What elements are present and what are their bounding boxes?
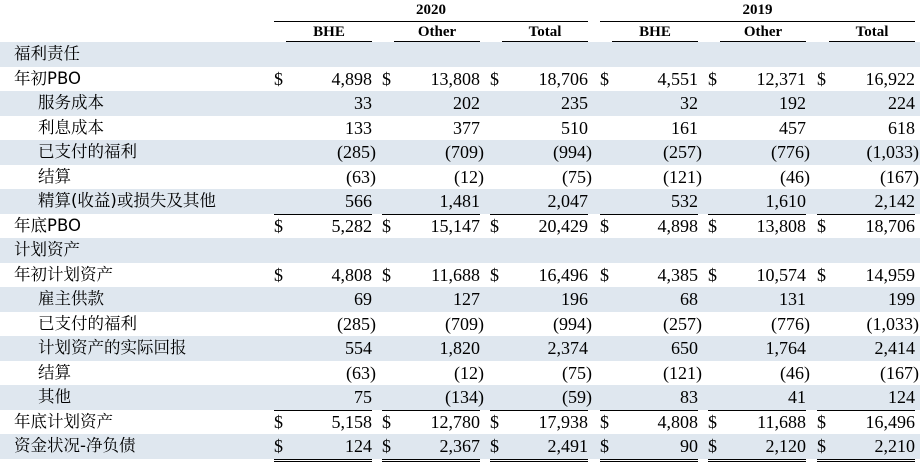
- row-label: 福利责任: [14, 44, 80, 63]
- value-cell: [708, 336, 806, 361]
- value-cell: [817, 361, 919, 386]
- value-cell: [274, 67, 372, 92]
- cell-value: (63): [346, 362, 376, 383]
- value-cell: [274, 312, 376, 337]
- column-header: Total: [502, 23, 588, 42]
- value-cell: [708, 361, 810, 386]
- currency-symbol: $: [600, 436, 609, 456]
- cell-value: 1,481: [439, 191, 480, 211]
- cell-value: (1,033): [866, 313, 919, 334]
- row-label: 年初计划资产: [14, 264, 113, 284]
- row-label: 结算: [38, 166, 71, 186]
- cell-value: 2,374: [547, 338, 588, 358]
- row-label: 利息成本: [38, 117, 104, 137]
- currency-symbol: $: [382, 436, 391, 456]
- value-cell: [274, 361, 376, 386]
- value-cell: [600, 214, 698, 242]
- cell-value: 2,142: [874, 191, 915, 211]
- cell-value: 5,282: [331, 215, 372, 236]
- cell-value: 4,898: [331, 68, 372, 89]
- currency-symbol: $: [382, 68, 391, 89]
- cell-value: 235: [561, 93, 588, 113]
- cell-value: 133: [345, 117, 372, 138]
- cell-value: 18,706: [538, 68, 588, 89]
- value-cell: [274, 91, 372, 116]
- value-cell: [708, 263, 806, 288]
- cell-value: 69: [354, 289, 372, 309]
- cell-value: (75): [562, 362, 592, 383]
- table-row: [0, 214, 920, 239]
- currency-symbol: $: [274, 68, 283, 89]
- row-label: 结算: [38, 362, 71, 382]
- cell-value: 12,780: [430, 411, 480, 432]
- row-label: 年初PBO: [14, 68, 81, 88]
- cell-value: 1,820: [439, 338, 480, 358]
- value-cell: [817, 385, 915, 411]
- currency-symbol: $: [274, 436, 283, 456]
- value-cell: [600, 140, 702, 165]
- cell-value: (59): [562, 387, 592, 407]
- cell-value: 15,147: [430, 215, 480, 236]
- cell-value: 196: [561, 289, 588, 309]
- value-cell: [274, 116, 372, 141]
- value-cell: [708, 189, 806, 215]
- value-cell: [600, 410, 698, 438]
- currency-symbol: $: [600, 215, 609, 236]
- cell-value: (776): [771, 142, 810, 162]
- cell-value: (285): [337, 313, 376, 334]
- cell-value: (994): [553, 142, 592, 162]
- currency-symbol: $: [817, 411, 826, 432]
- cell-value: 457: [779, 117, 806, 138]
- value-cell: [490, 312, 592, 337]
- currency-symbol: $: [490, 68, 499, 89]
- value-cell: [817, 165, 919, 190]
- cell-value: 11,688: [431, 264, 480, 285]
- value-cell: [600, 312, 702, 337]
- row-label: 已支付的福利: [38, 313, 137, 333]
- cell-value: 5,158: [331, 411, 372, 432]
- table-row: [0, 385, 920, 410]
- value-cell: [490, 189, 588, 215]
- value-cell: [382, 336, 480, 361]
- year-underline: [600, 21, 915, 22]
- value-cell: [817, 263, 915, 288]
- cell-value: 68: [680, 289, 698, 309]
- cell-value: 192: [779, 93, 806, 113]
- value-cell: [817, 67, 915, 92]
- cell-value: 2,047: [547, 191, 588, 211]
- currency-symbol: $: [708, 68, 717, 89]
- cell-value: (257): [663, 142, 702, 162]
- cell-value: 224: [888, 93, 915, 113]
- cell-value: 14,959: [865, 264, 915, 285]
- value-cell: [490, 116, 588, 141]
- cell-value: 16,922: [865, 68, 915, 89]
- currency-symbol: $: [708, 215, 717, 236]
- value-cell: [274, 434, 372, 462]
- value-cell: [708, 165, 810, 190]
- row-label: 计划资产的实际回报: [38, 338, 187, 357]
- value-cell: [490, 410, 588, 438]
- row-label: 年底计划资产: [14, 411, 113, 431]
- cell-value: 16,496: [538, 264, 588, 285]
- cell-value: 554: [345, 338, 372, 358]
- currency-symbol: $: [600, 411, 609, 432]
- cell-value: 2,414: [874, 338, 915, 358]
- cell-value: 161: [671, 117, 698, 138]
- cell-value: (285): [337, 142, 376, 162]
- value-cell: [708, 116, 806, 141]
- value-cell: [600, 189, 698, 215]
- year-header: 2019: [742, 2, 773, 18]
- currency-symbol: $: [382, 215, 391, 236]
- value-cell: [708, 434, 806, 462]
- value-cell: [708, 140, 810, 165]
- value-cell: [274, 140, 376, 165]
- cell-value: 127: [453, 289, 480, 309]
- value-cell: [817, 410, 915, 438]
- cell-value: 33: [354, 93, 372, 113]
- value-cell: [490, 287, 588, 312]
- value-cell: [600, 336, 698, 361]
- value-cell: [382, 361, 484, 386]
- cell-value: 199: [888, 289, 915, 309]
- value-cell: [274, 385, 372, 411]
- cell-value: (75): [562, 166, 592, 187]
- table-row: [0, 140, 920, 165]
- value-cell: [274, 263, 372, 288]
- cell-value: 532: [671, 191, 698, 211]
- cell-value: 16,496: [865, 411, 915, 432]
- row-label: 已支付的福利: [38, 142, 137, 161]
- value-cell: [600, 361, 702, 386]
- currency-symbol: $: [708, 264, 717, 285]
- cell-value: (121): [663, 166, 702, 187]
- cell-value: 566: [345, 191, 372, 211]
- cell-value: 12,371: [756, 68, 806, 89]
- cell-value: 2,491: [547, 436, 588, 456]
- cell-value: (46): [780, 362, 810, 383]
- cell-value: 377: [453, 117, 480, 138]
- cell-value: (46): [780, 166, 810, 187]
- table-row: [0, 361, 920, 386]
- value-cell: [382, 214, 480, 242]
- cell-value: 2,210: [874, 436, 915, 456]
- table-row: [0, 42, 920, 67]
- value-cell: [274, 336, 372, 361]
- table-row: [0, 67, 920, 92]
- value-cell: [382, 189, 480, 215]
- column-header: Total: [829, 23, 915, 42]
- value-cell: [708, 312, 810, 337]
- cell-value: 2,120: [765, 436, 806, 456]
- value-cell: [817, 434, 915, 462]
- cell-value: (1,033): [866, 142, 919, 162]
- currency-symbol: $: [817, 68, 826, 89]
- value-cell: [382, 434, 480, 462]
- value-cell: [708, 287, 806, 312]
- value-cell: [490, 263, 588, 288]
- cell-value: 41: [788, 387, 806, 407]
- value-cell: [274, 165, 376, 190]
- cell-value: 1,610: [765, 191, 806, 211]
- table-row: [0, 263, 920, 288]
- cell-value: 124: [888, 387, 915, 407]
- row-label: 精算(收益)或损失及其他: [38, 191, 216, 210]
- currency-symbol: $: [274, 264, 283, 285]
- cell-value: 13,808: [430, 68, 480, 89]
- table-row: [0, 434, 920, 459]
- value-cell: [600, 385, 698, 411]
- currency-symbol: $: [600, 68, 609, 89]
- value-cell: [817, 91, 915, 116]
- cell-value: 4,551: [657, 68, 698, 89]
- currency-symbol: $: [708, 436, 717, 456]
- cell-value: (709): [445, 142, 484, 162]
- cell-value: (776): [771, 313, 810, 334]
- table-row: [0, 238, 920, 263]
- value-cell: [817, 312, 919, 337]
- cell-value: 131: [779, 289, 806, 309]
- value-cell: [490, 165, 592, 190]
- cell-value: 75: [354, 387, 372, 407]
- cell-value: 202: [453, 93, 480, 113]
- value-cell: [382, 312, 484, 337]
- cell-value: 32: [680, 93, 698, 113]
- currency-symbol: $: [274, 215, 283, 236]
- table-row: [0, 410, 920, 435]
- value-cell: [490, 140, 592, 165]
- row-label: 年底PBO: [14, 215, 81, 235]
- value-cell: [382, 116, 480, 141]
- cell-value: 13,808: [756, 215, 806, 236]
- year-header: 2020: [416, 2, 446, 18]
- value-cell: [817, 336, 915, 361]
- currency-symbol: $: [708, 411, 717, 432]
- value-cell: [490, 434, 588, 462]
- currency-symbol: $: [490, 436, 499, 456]
- cell-value: 618: [888, 117, 915, 138]
- cell-value: (121): [663, 362, 702, 383]
- column-header: Other: [394, 23, 480, 42]
- value-cell: [817, 116, 915, 141]
- row-label: 计划资产: [14, 240, 80, 259]
- cell-value: 83: [680, 387, 698, 407]
- cell-value: 4,808: [657, 411, 698, 432]
- cell-value: 650: [671, 338, 698, 358]
- cell-value: 4,898: [657, 215, 698, 236]
- currency-symbol: $: [382, 411, 391, 432]
- cell-value: (134): [445, 387, 484, 407]
- column-header: Other: [720, 23, 806, 42]
- currency-symbol: $: [490, 215, 499, 236]
- cell-value: 124: [345, 436, 372, 456]
- currency-symbol: $: [817, 436, 826, 456]
- table-row: [0, 312, 920, 337]
- cell-value: (12): [454, 362, 484, 383]
- row-label: 雇主供款: [38, 289, 104, 308]
- currency-symbol: $: [490, 411, 499, 432]
- column-header: BHE: [286, 23, 372, 42]
- value-cell: [490, 67, 588, 92]
- row-label: 服务成本: [38, 93, 104, 112]
- value-cell: [382, 410, 480, 438]
- value-cell: [382, 67, 480, 92]
- cell-value: 10,574: [756, 264, 806, 285]
- table-row: [0, 287, 920, 312]
- cell-value: (167): [880, 362, 919, 383]
- cell-value: (257): [663, 313, 702, 334]
- value-cell: [600, 263, 698, 288]
- currency-symbol: $: [382, 264, 391, 285]
- cell-value: (12): [454, 166, 484, 187]
- column-header: BHE: [612, 23, 698, 42]
- currency-symbol: $: [490, 264, 499, 285]
- value-cell: [600, 67, 698, 92]
- table-row: [0, 91, 920, 116]
- cell-value: (994): [553, 313, 592, 334]
- table-row: [0, 189, 920, 214]
- table-row: [0, 116, 920, 141]
- value-cell: [382, 385, 484, 411]
- value-cell: [600, 116, 698, 141]
- value-cell: [708, 385, 806, 411]
- value-cell: [817, 287, 915, 312]
- value-cell: [490, 214, 588, 242]
- value-cell: [600, 91, 698, 116]
- cell-value: (167): [880, 166, 919, 187]
- cell-value: 4,808: [331, 264, 372, 285]
- value-cell: [274, 410, 372, 438]
- year-underline: [274, 21, 588, 22]
- cell-value: 4,385: [657, 264, 698, 285]
- value-cell: [708, 214, 806, 242]
- value-cell: [274, 189, 372, 215]
- row-label: 资金状况-净负债: [14, 436, 136, 455]
- value-cell: [600, 434, 698, 462]
- value-cell: [382, 263, 480, 288]
- table-row: [0, 336, 920, 361]
- value-cell: [490, 91, 588, 116]
- value-cell: [817, 189, 915, 215]
- value-cell: [600, 287, 698, 312]
- cell-value: (63): [346, 166, 376, 187]
- value-cell: [600, 165, 702, 190]
- value-cell: [490, 385, 592, 411]
- value-cell: [382, 140, 484, 165]
- cell-value: 1,764: [765, 338, 806, 358]
- table-row: [0, 165, 920, 190]
- value-cell: [274, 214, 372, 242]
- cell-value: 20,429: [538, 215, 588, 236]
- value-cell: [708, 91, 806, 116]
- cell-value: 18,706: [865, 215, 915, 236]
- value-cell: [817, 214, 915, 242]
- cell-value: (709): [445, 313, 484, 334]
- value-cell: [708, 410, 806, 438]
- currency-symbol: $: [817, 215, 826, 236]
- cell-value: 2,367: [439, 436, 480, 456]
- currency-symbol: $: [817, 264, 826, 285]
- value-cell: [382, 165, 484, 190]
- currency-symbol: $: [274, 411, 283, 432]
- value-cell: [382, 91, 480, 116]
- row-label: 其他: [38, 387, 71, 406]
- cell-value: 17,938: [538, 411, 588, 432]
- cell-value: 510: [561, 117, 588, 138]
- cell-value: 11,688: [757, 411, 806, 432]
- value-cell: [490, 336, 588, 361]
- value-cell: [490, 361, 592, 386]
- value-cell: [817, 140, 919, 165]
- value-cell: [382, 287, 480, 312]
- cell-value: 90: [680, 436, 698, 456]
- value-cell: [274, 287, 372, 312]
- value-cell: [708, 67, 806, 92]
- currency-symbol: $: [600, 264, 609, 285]
